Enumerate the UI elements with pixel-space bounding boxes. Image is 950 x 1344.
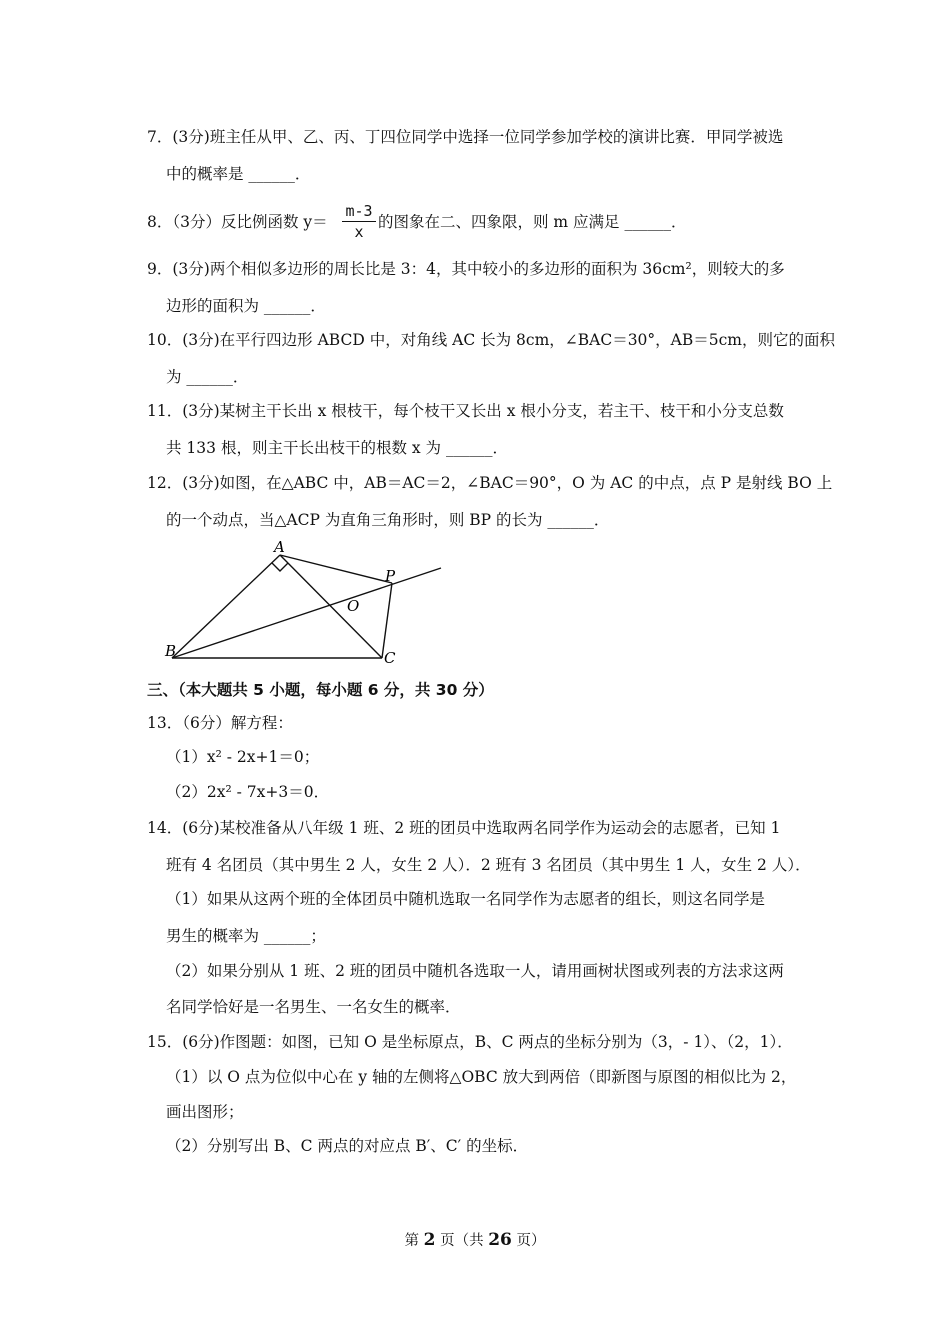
label-A: A xyxy=(274,538,285,556)
q10-line2: 为 ______． xyxy=(166,368,249,386)
q12-line1: 12．(3分)如图，在△ABC 中，AB＝AC＝2，∠BAC＝90°，O 为 AC 的中点，点 P 是射线 BO 上 xyxy=(147,474,833,492)
footer-total-pages: 26 xyxy=(488,1230,512,1250)
q7-line1: 7．(3分)班主任从甲、乙、丙、丁四位同学中选择一位同学参加学校的演讲比赛．甲同学被选 xyxy=(147,128,784,146)
footer-mid: 页（共 xyxy=(435,1233,489,1249)
q9-line1: 9．(3分)两个相似多边形的周长比是 3：4，其中较小的多边形的面积为 36cm²，则较大的多 xyxy=(147,260,785,278)
q15-line3: 画出图形； xyxy=(166,1103,244,1121)
right-angle-mark xyxy=(272,563,288,571)
segment-PC xyxy=(382,583,392,658)
q12-figure xyxy=(160,535,450,670)
q14-line6: 名同学恰好是一名男生、一名女生的概率． xyxy=(166,998,461,1016)
q8-fraction xyxy=(342,202,376,241)
q15-line4: （2）分别写出 B、C 两点的对应点 B′、C′ 的坐标． xyxy=(166,1137,529,1155)
q14-line3: （1）如果从这两个班的全体团员中随机选取一名同学作为志愿者的组长，则这名同学是 xyxy=(166,890,765,908)
q11-line1: 11．(3分)某树主干长出 x 根枝干，每个枝干又长出 x 根小分支，若主干、枝干和小分支总数 xyxy=(147,402,784,420)
fraction-bar xyxy=(342,221,376,222)
footer-pre: 第 xyxy=(404,1233,424,1249)
q11-line2: 共 133 根，则主干长出枝干的根数 x 为 ______． xyxy=(166,439,508,457)
label-C: C xyxy=(384,649,396,667)
q13-sub2: （2）2x² - 7x+3＝0． xyxy=(166,783,330,801)
segment-AC xyxy=(280,555,382,658)
q14-line5: （2）如果分别从 1 班、2 班的团员中随机各选取一人，请用画树状图或列表的方法求这两 xyxy=(166,962,784,980)
q13-line1: 13．（6分）解方程： xyxy=(147,714,293,732)
q8-numerator: m-3 xyxy=(345,202,373,220)
q9-line2: 边形的面积为 ______． xyxy=(166,297,326,315)
q7-line2: 中的概率是 ______． xyxy=(166,165,311,183)
q14-line1: 14．(6分)某校准备从八年级 1 班、2 班的团员中选取两名同学作为运动会的志愿者，已知 1 xyxy=(147,819,781,837)
label-B: B xyxy=(165,642,177,660)
q8-after: 的图象在二、四象限，则 m 应满足 ______． xyxy=(378,213,687,231)
q10-line1: 10．(3分)在平行四边形 ABCD 中，对角线 AC 长为 8cm，∠BAC＝30°，AB＝5cm，则它的面积 xyxy=(147,331,835,349)
footer-post: 页） xyxy=(511,1233,546,1249)
q8-before: 8．（3分）反比例函数 y＝ xyxy=(147,213,328,231)
page-footer xyxy=(0,1229,950,1250)
label-O: O xyxy=(347,597,360,615)
q14-line4: 男生的概率为 ______； xyxy=(166,927,326,945)
q14-line2: 班有 4 名团员（其中男生 2 人，女生 2 人）．2 班有 3 名团员（其中男生 1 人，女生 2 人）． xyxy=(166,856,811,874)
segment-AP xyxy=(280,555,392,583)
q12-line2: 的一个动点，当△ACP 为直角三角形时，则 BP 的长为 ______． xyxy=(166,511,610,529)
q8-denominator: x xyxy=(354,223,364,241)
q15-line1: 15．(6分)作图题：如图，已知 O 是坐标原点，B、C 两点的坐标分别为（3，- 1）、（2，1）． xyxy=(147,1033,793,1051)
segment-AB xyxy=(172,555,280,658)
q13-sub1: （1）x² - 2x+1＝0； xyxy=(166,748,320,766)
section-3-heading: 三、（本大题共 5 小题，每小题 6 分，共 30 分） xyxy=(147,681,494,699)
footer-page-number: 2 xyxy=(423,1230,436,1250)
label-P: P xyxy=(385,567,396,585)
q15-line2: （1）以 O 点为位似中心在 y 轴的左侧将△OBC 放大到两倍（即新图与原图的相似比为 2， xyxy=(166,1068,797,1086)
